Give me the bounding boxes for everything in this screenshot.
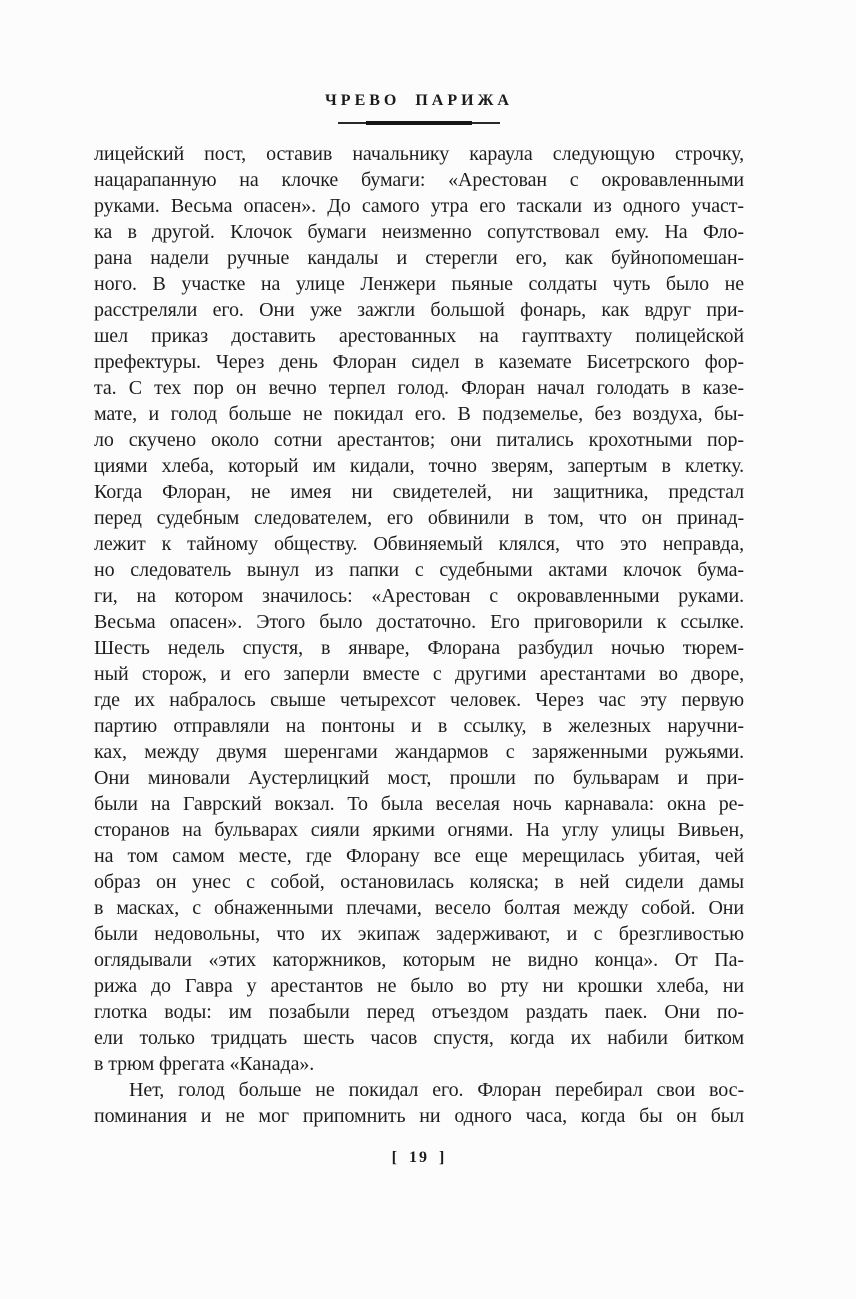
- text-line: руками. Весьма опасен». До самого утра его таскали из одного участ-: [94, 195, 744, 217]
- text-line: расстреляли его. Они уже зажгли большой фонарь, как вдруг при-: [94, 299, 744, 321]
- text-line: шел приказ доставить арестованных на гауптвахту полицейской: [94, 325, 744, 347]
- body-text: [94, 141, 744, 1129]
- text-line: оглядывали «этих каторжников, которым не видно конца». От Па-: [94, 949, 744, 971]
- text-line: в трюм фрегата «Канада».: [94, 1053, 315, 1075]
- text-line: в масках, с обнаженными плечами, весело болтая между собой. Они: [94, 897, 744, 919]
- text-line: лицейский пост, оставив начальнику караула следующую строчку,: [94, 143, 744, 165]
- text-line: Нет, голод больше не покидал его. Флоран перебирал свои вос-: [129, 1079, 744, 1101]
- text-line: партию отправляли на понтоны и в ссылку, в железных наручни-: [94, 715, 744, 737]
- text-line: Они миновали Аустерлицкий мост, прошли по бульварам и при-: [94, 767, 744, 789]
- text-line: префектуры. Через день Флоран сидел в каземате Бисетрского фор-: [94, 351, 744, 373]
- text-line: лежит к тайному обществу. Обвиняемый клялся, что это неправда,: [94, 533, 744, 555]
- text-line: глотка воды: им позабыли перед отъездом раздать паек. Они по-: [94, 1001, 744, 1023]
- text-line: ках, между двумя шеренгами жандармов с заряженными ружьями.: [94, 741, 744, 763]
- text-line: ло скучено около сотни арестантов; они питались крохотными пор-: [94, 429, 744, 451]
- text-line: поминания и не мог припомнить ни одного часа, когда бы он был: [94, 1105, 744, 1127]
- text-line: образ он унес с собой, остановилась коляска; в ней сидели дамы: [94, 871, 744, 893]
- text-line: циями хлеба, который им кидали, точно зверям, запертым в клетку.: [94, 455, 744, 477]
- running-header-title: ЧРЕВО ПАРИЖА: [325, 92, 513, 109]
- text-line: Весьма опасен». Этого было достаточно. Его приговорили к ссылке.: [94, 611, 744, 633]
- text-line: но следователь вынул из папки с судебными актами клочок бума-: [94, 559, 744, 581]
- text-line: рана надели ручные кандалы и стерегли его, как буйнопомешан-: [94, 247, 744, 269]
- text-line: сторанов на бульварах сияли яркими огнями. На углу улицы Вивьен,: [94, 819, 744, 841]
- page-number-label: [ 19 ]: [391, 1149, 447, 1166]
- text-line: были на Гаврский вокзал. То была веселая ночь карнавала: окна ре-: [94, 793, 744, 815]
- text-line: ный сторож, и его заперли вместе с другими арестантами во дворе,: [94, 663, 744, 685]
- text-line: нацарапанную на клочке бумаги: «Арестован с окровавленными: [94, 169, 744, 191]
- text-line: были недовольны, что их экипаж задерживают, и с брезгливостью: [94, 923, 744, 945]
- text-line: ного. В участке на улице Ленжери пьяные солдаты чуть было не: [94, 273, 744, 295]
- text-line: ка в другой. Клочок бумаги неизменно сопутствовал ему. На Фло-: [94, 221, 744, 243]
- text-line: Шесть недель спустя, в январе, Флорана разбудил ночью тюрем-: [94, 637, 744, 659]
- text-line: на том самом месте, где Флорану все еще мерещилась убитая, чей: [94, 845, 744, 867]
- text-block: [94, 0, 744, 1299]
- text-line: где их набралось свыше четырехсот человек. Через час эту первую: [94, 689, 744, 711]
- divider-thick-bar: [366, 121, 472, 126]
- text-line: рижа до Гавра у арестантов не было во рту ни крошки хлеба, ни: [94, 975, 744, 997]
- text-line: ели только тридцать шесть часов спустя, когда их набили битком: [94, 1027, 744, 1049]
- text-line: ги, на котором значилось: «Арестован с окровавленными руками.: [94, 585, 744, 607]
- text-line: та. С тех пор он вечно терпел голод. Флоран начал голодать в казе-: [94, 377, 744, 399]
- header-divider: [338, 119, 500, 126]
- text-line: перед судебным следователем, его обвинили в том, что он принад-: [94, 507, 744, 529]
- page-number: [94, 1149, 744, 1167]
- text-line: мате, и голод больше не покидал его. В подземелье, без воздуха, бы-: [94, 403, 744, 425]
- text-line: Когда Флоран, не имея ни свидетелей, ни защитника, предстал: [94, 481, 744, 503]
